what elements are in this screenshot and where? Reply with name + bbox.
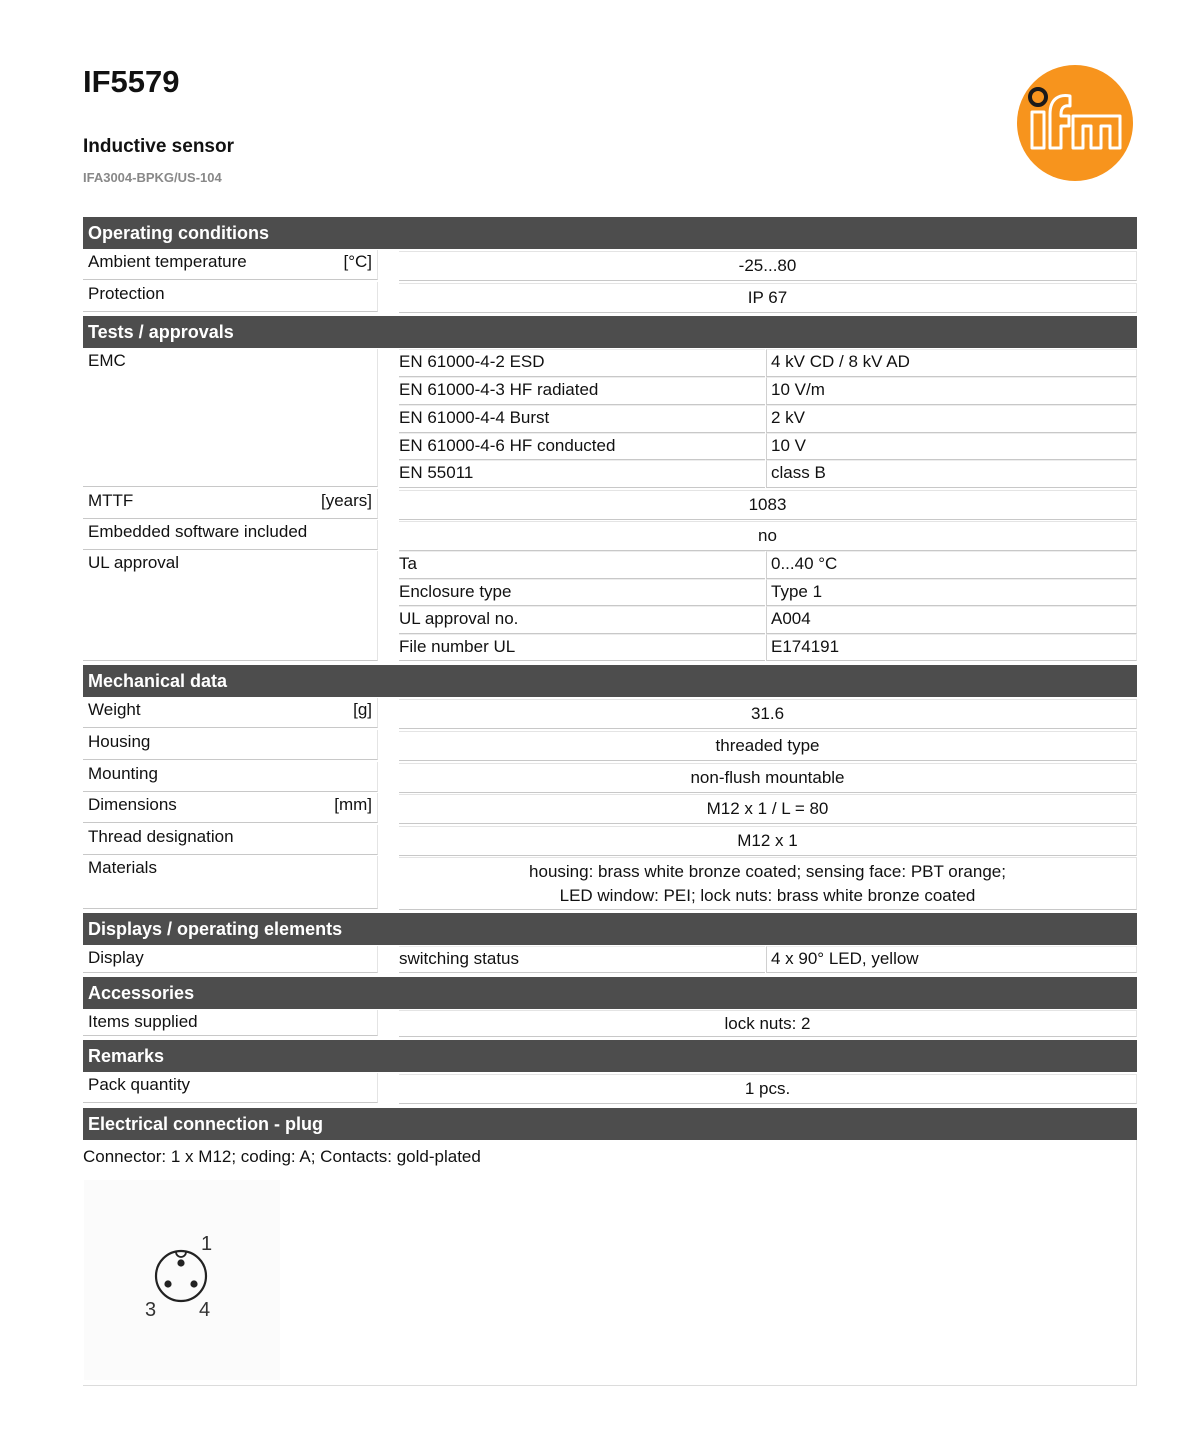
items-supplied-label: Items supplied — [83, 1010, 378, 1036]
emc-value: 10 V/m — [766, 377, 1137, 405]
connector-outline — [156, 1251, 206, 1301]
pin-3-dot — [164, 1280, 171, 1287]
coding-key — [176, 1252, 186, 1257]
ambient-temperature-value: -25...80 — [399, 251, 1137, 281]
pin-1-dot — [177, 1259, 184, 1266]
product-code: IFA3004-BPKG/US-104 — [83, 170, 222, 185]
section-remarks: Remarks — [83, 1040, 1137, 1072]
mttf-unit: [years] — [320, 491, 372, 510]
ul-value: Type 1 — [766, 579, 1137, 606]
items-supplied-value: lock nuts: 2 — [399, 1010, 1137, 1037]
product-title: IF5579 — [83, 64, 180, 99]
weight-value: 31.6 — [399, 699, 1137, 729]
section-tests-approvals: Tests / approvals — [83, 316, 1137, 348]
pin-3-label: 3 — [145, 1299, 157, 1321]
pin-4-dot — [190, 1280, 197, 1287]
mttf-value: 1083 — [399, 490, 1137, 520]
thread-designation-value: M12 x 1 — [399, 826, 1137, 856]
emc-value: class B — [766, 460, 1137, 488]
section-electrical-connection: Electrical connection - plug — [83, 1108, 1137, 1140]
ambient-temperature-unit: [°C] — [343, 252, 372, 271]
embedded-software-value: no — [399, 521, 1137, 551]
connector-pinout — [84, 1180, 280, 1380]
dimensions-value: M12 x 1 / L = 80 — [399, 794, 1137, 824]
dimensions-label: Dimensions [mm] — [83, 793, 378, 823]
ifm-logo — [1016, 64, 1134, 182]
protection-label: Protection — [83, 282, 378, 312]
section-operating-conditions: Operating conditions — [83, 217, 1137, 249]
ul-key: File number UL — [399, 634, 765, 661]
emc-key: EN 55011 — [399, 460, 765, 488]
materials-label: Materials — [83, 856, 378, 909]
pin-4-label: 4 — [199, 1299, 211, 1321]
pin-layout-diagram — [84, 1180, 280, 1380]
ul-approval-label: UL approval — [83, 551, 378, 661]
pack-quantity-value: 1 pcs. — [399, 1074, 1137, 1104]
dimensions-unit: [mm] — [334, 795, 372, 814]
product-subtitle: Inductive sensor — [83, 136, 234, 157]
emc-value: 10 V — [766, 433, 1137, 460]
ul-value: A004 — [766, 606, 1137, 634]
emc-value: 4 kV CD / 8 kV AD — [766, 349, 1137, 377]
emc-key: EN 61000-4-4 Burst — [399, 405, 765, 433]
mttf-label: MTTF [years] — [83, 489, 378, 519]
pack-quantity-label: Pack quantity — [83, 1073, 378, 1103]
weight-label: Weight [g] — [83, 698, 378, 728]
section-displays: Displays / operating elements — [83, 913, 1137, 945]
ul-key: Ta — [399, 551, 765, 579]
display-key: switching status — [399, 946, 765, 973]
ambient-temperature-label: Ambient temperature [°C] — [83, 250, 378, 280]
ul-key: Enclosure type — [399, 579, 765, 606]
mounting-value: non-flush mountable — [399, 763, 1137, 793]
emc-key: EN 61000-4-6 HF conducted — [399, 433, 765, 460]
display-value: 4 x 90° LED, yellow — [766, 946, 1137, 973]
embedded-software-label: Embedded software included — [83, 520, 378, 550]
emc-key: EN 61000-4-2 ESD — [399, 349, 765, 377]
materials-value: housing: brass white bronze coated; sensing face: PBT orange; LED window: PEI; lock nuts: brass white bronze coated — [399, 857, 1137, 910]
emc-value: 2 kV — [766, 405, 1137, 433]
emc-label: EMC — [83, 349, 378, 487]
housing-label: Housing — [83, 730, 378, 760]
ul-value: E174191 — [766, 634, 1137, 661]
thread-designation-label: Thread designation — [83, 825, 378, 855]
emc-key: EN 61000-4-3 HF radiated — [399, 377, 765, 405]
connector-description: Connector: 1 x M12; coding: A; Contacts: gold-plated — [83, 1147, 481, 1166]
display-label: Display — [83, 946, 378, 973]
section-accessories: Accessories — [83, 977, 1137, 1009]
protection-value: IP 67 — [399, 283, 1137, 313]
weight-unit: [g] — [353, 700, 372, 719]
pin-1-label: 1 — [201, 1233, 213, 1255]
ul-value: 0...40 °C — [766, 551, 1137, 579]
housing-value: threaded type — [399, 731, 1137, 761]
section-mechanical-data: Mechanical data — [83, 665, 1137, 697]
mounting-label: Mounting — [83, 762, 378, 792]
ul-key: UL approval no. — [399, 606, 765, 634]
